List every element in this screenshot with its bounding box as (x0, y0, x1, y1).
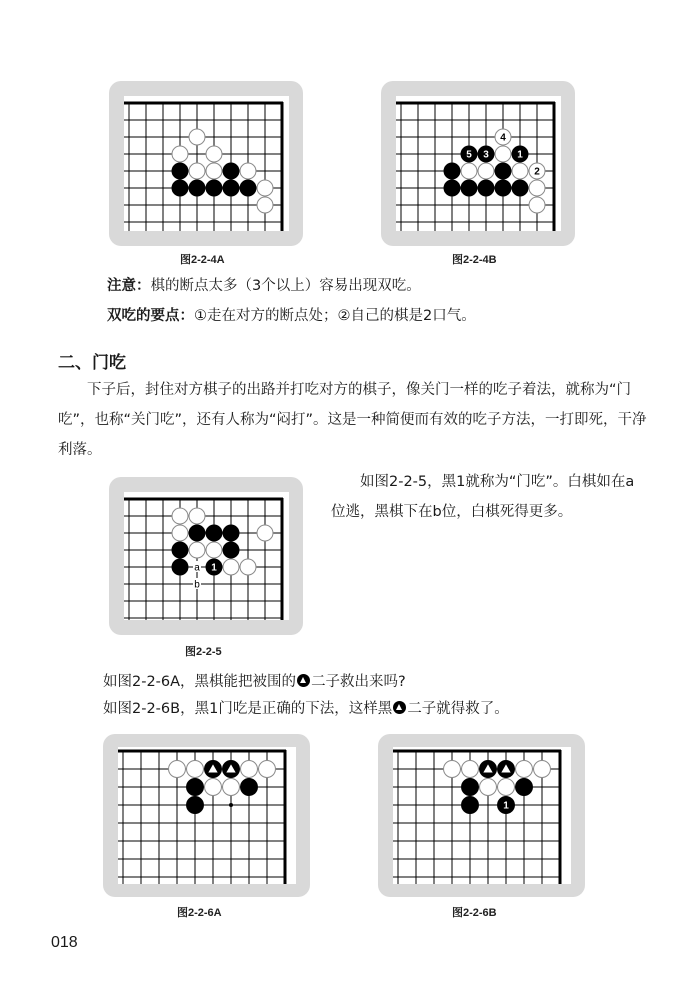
move-number: 1 (503, 800, 509, 812)
white-stone (205, 779, 222, 796)
note-1 (107, 272, 421, 300)
white-stone (257, 525, 273, 541)
white-stone (187, 761, 204, 778)
white-stone (172, 146, 188, 162)
white-stone (480, 779, 497, 796)
figure-caption: 图2-2-4A (180, 254, 225, 266)
point-dot (229, 803, 233, 807)
white-stone (240, 559, 256, 575)
white-stone (495, 146, 511, 162)
white-stone (498, 779, 515, 796)
black-stone (223, 542, 239, 558)
figure-caption: 图2-2-6A (177, 907, 222, 919)
point-label: a (194, 562, 200, 574)
white-stone (257, 180, 273, 196)
white-stone (169, 761, 186, 778)
black-stone (223, 180, 239, 196)
question-line-1 (103, 668, 406, 696)
white-stone (529, 180, 545, 196)
white-stone (461, 163, 477, 179)
black-stone (462, 779, 479, 796)
go-board (396, 96, 561, 231)
black-stone (206, 180, 222, 196)
black-stone (444, 163, 460, 179)
go-board (118, 747, 296, 884)
white-stone (189, 129, 205, 145)
white-stone (516, 761, 533, 778)
black-stone (512, 180, 528, 196)
black-stone (223, 525, 239, 541)
black-stone (189, 180, 205, 196)
white-stone (189, 508, 205, 524)
move-number: 1 (517, 149, 523, 161)
white-stone (189, 163, 205, 179)
white-stone (223, 779, 240, 796)
white-stone (172, 508, 188, 524)
go-board (393, 747, 571, 884)
figure-caption: 图2-2-6B (452, 907, 497, 919)
answer-text: 二子就得救了。 (407, 701, 509, 717)
white-stone (462, 761, 479, 778)
note-text: ①走在对方的断点处；②自己的棋是2口气。 (194, 308, 476, 324)
white-stone (259, 761, 276, 778)
black-stone (172, 542, 188, 558)
figure-caption: 图2-2-5 (185, 646, 222, 658)
black-stone (495, 180, 511, 196)
question-line-2 (103, 695, 509, 723)
move-number: 3 (483, 149, 489, 161)
black-stone (444, 180, 460, 196)
move-number: 2 (534, 166, 540, 178)
paragraph-figure-2-2-5: 如图2-2-5，黑1就称为“门吃”。白棋如在a位逃，黑棋下在b位，白棋死得更多。 (331, 474, 635, 520)
black-stone (462, 797, 479, 814)
white-stone (206, 146, 222, 162)
white-stone (512, 163, 528, 179)
go-board (124, 96, 289, 231)
black-stone (223, 163, 239, 179)
triangle-stone-icon (393, 701, 406, 714)
white-stone (240, 163, 256, 179)
move-number: 1 (211, 562, 217, 574)
white-stone (241, 761, 258, 778)
white-stone (529, 197, 545, 213)
white-stone (172, 525, 188, 541)
note-label: 双吃的要点： (107, 308, 194, 324)
white-stone (257, 197, 273, 213)
white-stone (189, 542, 205, 558)
black-stone (206, 525, 222, 541)
white-stone (478, 163, 494, 179)
black-stone (240, 180, 256, 196)
page-number: 018 (51, 934, 78, 951)
black-stone (478, 180, 494, 196)
black-stone (172, 559, 188, 575)
figure-caption: 图2-2-4B (452, 254, 497, 266)
section-heading: 二、门吃 (58, 353, 126, 373)
black-stone (187, 797, 204, 814)
question-text: 二子救出来吗? (311, 674, 406, 690)
note-label: 注意： (107, 278, 151, 294)
move-number: 4 (500, 132, 506, 144)
black-stone (461, 180, 477, 196)
black-stone (172, 163, 188, 179)
black-stone (241, 779, 258, 796)
black-stone (495, 163, 511, 179)
black-stone (516, 779, 533, 796)
answer-text: 如图2-2-6B，黑1门吃是正确的下法，这样黑 (103, 701, 393, 717)
note-2 (107, 302, 476, 330)
white-stone (223, 559, 239, 575)
point-label: b (194, 579, 200, 591)
triangle-stone-icon (297, 674, 310, 687)
white-stone (206, 163, 222, 179)
go-board (124, 492, 289, 620)
black-stone (187, 779, 204, 796)
black-stone (189, 525, 205, 541)
question-text: 如图2-2-6A，黑棋能把被围的 (103, 674, 297, 690)
white-stone (206, 542, 222, 558)
move-number: 5 (466, 149, 472, 161)
white-stone (444, 761, 461, 778)
white-stone (534, 761, 551, 778)
black-stone (172, 180, 188, 196)
note-text: 棋的断点太多（3个以上）容易出现双吃。 (150, 278, 421, 294)
paragraph-intro: 下子后，封住对方棋子的出路并打吃对方的棋子，像关门一样的吃子着法，就称为“门吃”，也称“关门吃”，还有人称为“闷打”。这是一种简便而有效的吃子方法，一打即死，干净利落。 (58, 382, 647, 458)
